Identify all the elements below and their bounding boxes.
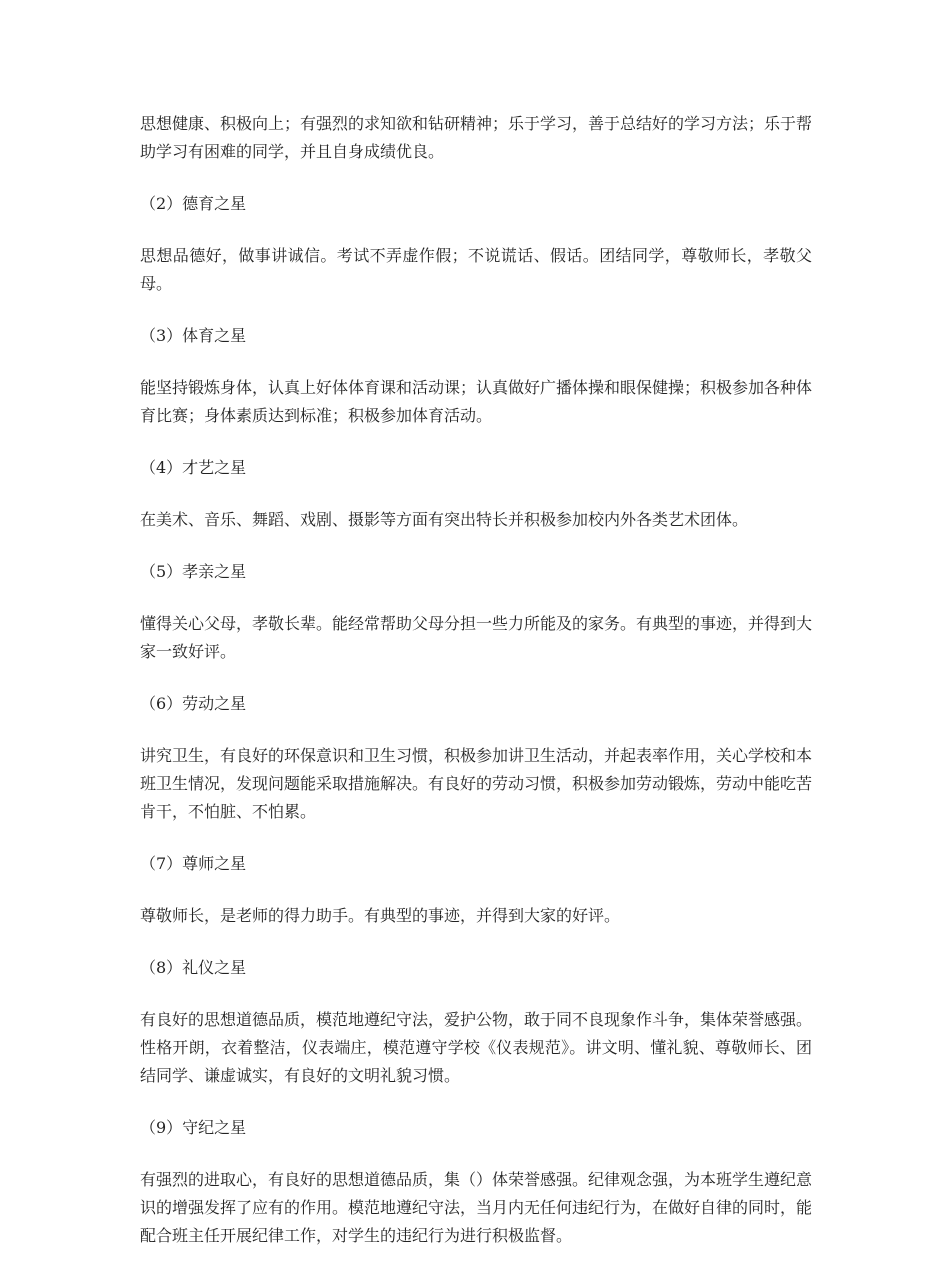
paragraph-discipline-star: 有强烈的进取心，有良好的思想道德品质，集（）体荣誉感强。纪律观念强，为本班学生遵纪意识的增强发挥了应有的作用。模范地遵纪守法，当月内无任何违纪行为，在做好自律的同时，能配合班主任开展纪律工作，对学生的违纪行为进行积极监督。 xyxy=(140,1170,813,1245)
paragraph-labor-star: 讲究卫生，有良好的环保意识和卫生习惯，积极参加讲卫生活动，并起表率作用，关心学校和本班卫生情况，发现问题能采取措施解决。有良好的劳动习惯，积极参加劳动锻炼，劳动中能吃苦肯干，不怕脏、不怕累。 xyxy=(140,746,813,821)
paragraph-respect-teacher-star: 尊敬师长，是老师的得力助手。有典型的事迹，并得到大家的好评。 xyxy=(140,906,621,925)
heading-talent-star: （4）才艺之星 xyxy=(140,458,247,477)
heading-labor-star: （6）劳动之星 xyxy=(140,694,247,713)
paragraph-talent-star: 在美术、音乐、舞蹈、戏剧、摄影等方面有突出特长并积极参加校内外各类艺术团体。 xyxy=(140,510,749,529)
heading-etiquette-star: （8）礼仪之星 xyxy=(140,958,247,977)
paragraph-moral-star: 思想品德好，做事讲诚信。考试不弄虚作假；不说谎话、假话。团结同学，尊敬师长，孝敬父母。 xyxy=(140,246,812,293)
paragraph-study-star-criteria: 思想健康、积极向上；有强烈的求知欲和钻研精神；乐于学习，善于总结好的学习方法；乐于帮助学习有困难的同学，并且自身成绩优良。 xyxy=(140,114,813,161)
heading-discipline-star: （9）守纪之星 xyxy=(140,1118,247,1137)
document-page xyxy=(140,110,812,1274)
heading-sports-star: （3）体育之星 xyxy=(140,326,247,345)
heading-respect-teacher-star: （7）尊师之星 xyxy=(140,854,247,873)
paragraph-filial-star: 懂得关心父母，孝敬长辈。能经常帮助父母分担一些力所能及的家务。有典型的事迹，并得到大家一致好评。 xyxy=(140,614,813,661)
heading-filial-star: （5）孝亲之星 xyxy=(140,562,247,581)
heading-moral-star: （2）德育之星 xyxy=(140,194,247,213)
paragraph-etiquette-star: 有良好的思想道德品质，模范地遵纪守法，爱护公物，敢于同不良现象作斗争，集体荣誉感强。性格开朗，衣着整洁，仪表端庄，模范遵守学校《仪表规范》。讲文明、懂礼貌、尊敬师长、团结同学、谦虚诚实，有良好的文明礼貌习惯。 xyxy=(140,1010,813,1085)
paragraph-sports-star: 能坚持锻炼身体，认真上好体体育课和活动课；认真做好广播体操和眼保健操；积极参加各种体育比赛；身体素质达到标准；积极参加体育活动。 xyxy=(140,378,813,425)
